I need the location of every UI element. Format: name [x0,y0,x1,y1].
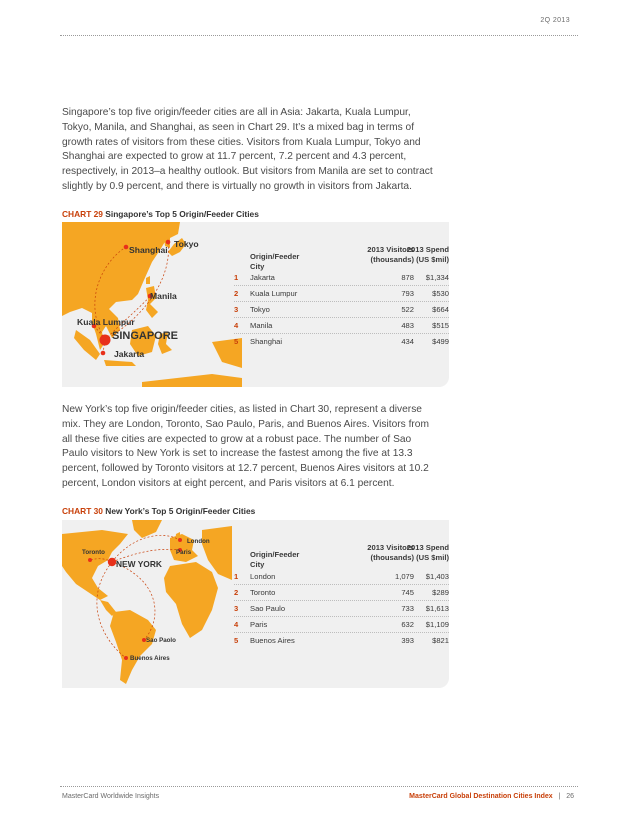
chart30-col-visitors: 2013 Visitors (thousands) [367,543,414,562]
chart30-title-text: New York’s Top 5 Origin/Feeder Cities [105,506,256,516]
city: Buenos Aires [250,636,295,645]
chart29-number: CHART 29 [62,209,103,219]
city: Shanghai [250,337,283,346]
spend: $1,613 [425,604,449,613]
rank: 4 [234,321,239,330]
city: Tokyo [250,305,270,314]
spend: $515 [432,321,449,330]
rank: 1 [234,572,239,581]
city: Jakarta [250,273,275,282]
ny-paragraph: New York’s top five origin/feeder cities, as listed in Chart 30, represent a diverse mix. They are London, Toronto, Sao Paulo, Paris, and Buenos Aires. Visitors from all these five cities are expected to grow at a robust pace. The number of Sao Paulo visitors to New York is set to increase the fastest among the five at 13.3 percent, followed by Toronto visitors at 12.7 percent, Buenos Aires visitors at 10.2 percent, London visitors at eight percent, and Paris visitors at 6.1 percent. [62,404,429,489]
header-period: 2Q 2013 [540,17,570,24]
chart29-title [62,209,259,219]
row-divider [234,333,449,334]
spend: $1,403 [425,572,449,581]
rank: 5 [234,636,239,645]
chart29-label-tokyo: Tokyo [174,239,199,249]
spend: $821 [432,636,449,645]
spend: $1,334 [425,273,449,282]
row-divider [234,632,449,633]
footer-left: MasterCard Worldwide Insights [62,793,160,800]
chart29-label-shanghai: Shanghai [129,245,168,255]
chart30-label-new-york: NEW YORK [116,559,162,569]
table-row [234,636,449,652]
table-row [234,321,449,337]
visitors: 483 [401,321,414,330]
spend: $499 [432,337,449,346]
row-divider [234,616,449,617]
chart29-col-visitors: 2013 Visitors (thousands) [367,245,414,264]
chart29-label-singapore: SINGAPORE [112,330,179,342]
footer-separator: | [558,793,561,800]
visitors: 522 [401,305,414,314]
footer-report-title: MasterCard Global Destination Cities Index [409,793,553,800]
city: Toronto [250,588,276,597]
rank: 2 [234,588,239,597]
table-row [234,572,449,588]
row-divider [234,285,449,286]
row-divider [234,317,449,318]
row-divider [234,600,449,601]
table-row [234,305,449,321]
city: Sao Paulo [250,604,286,613]
visitors: 733 [401,604,414,613]
visitors: 793 [401,289,414,298]
rank: 2 [234,289,239,298]
page-number: 26 [566,793,574,800]
header-divider [60,35,578,36]
visitors: 745 [401,588,414,597]
table-row [234,337,449,353]
chart29-label-manila: Manila [150,291,177,301]
chart29-panel [62,222,449,387]
spend: $289 [432,588,449,597]
table-row [234,588,449,604]
chart30-label-toronto: Toronto [82,549,105,556]
spend: $664 [432,305,449,314]
visitors: 878 [401,273,414,282]
chart30-col-city: Origin/Feeder City [250,550,300,569]
chart29-label-kuala-lumpur: Kuala Lumpur [77,317,135,327]
table-row [234,620,449,636]
rank: 3 [234,604,239,613]
chart29-col-city: Origin/Feeder City [250,252,300,271]
chart30-number: CHART 30 [62,506,103,516]
footer-divider [60,786,578,787]
chart29-label-jakarta: Jakarta [114,349,145,359]
table-row [234,273,449,289]
chart30-panel [62,520,449,688]
chart29-col-spend: 2013 Spend (US $mil) [406,245,449,264]
spend: $530 [432,289,449,298]
rank: 1 [234,273,239,282]
chart30-label-paris: Paris [176,549,192,556]
city: London [250,572,276,581]
visitors: 434 [401,337,414,346]
visitors: 632 [401,620,414,629]
city: Kuala Lumpur [250,289,298,298]
chart30-label-london: London [187,538,210,545]
table-row [234,289,449,305]
chart30-label-buenos-aires: Buenos Aires [130,655,170,662]
table-row [234,604,449,620]
city: Paris [250,620,268,629]
rank: 3 [234,305,239,314]
chart30-col-spend: 2013 Spend (US $mil) [406,543,449,562]
visitors: 393 [401,636,414,645]
chart29-title-text: Singapore’s Top 5 Origin/Feeder Cities [105,209,259,219]
chart30-label-sao-paolo: Sao Paolo [146,637,176,644]
rank: 5 [234,337,239,346]
visitors: 1,079 [394,572,414,581]
city: Manila [250,321,273,330]
intro-paragraph: Singapore’s top five origin/feeder cities are all in Asia: Jakarta, Kuala Lumpur, Tokyo, Manila, and Shanghai, as seen in Chart 29. It’s a mixed bag in terms of growth rates of visitors from these cities. Visitors from Kuala Lumpur, Tokyo and Shanghai are expected to grow at 11.7 percent, 7.2 percent and 4.3 percent, respectively, in 2013–a healthy outlook. But visitors from Manila are set to contract slightly by 0.9 percent, and there is virtually no growth in visitors from Jakarta. [62,107,433,192]
row-divider [234,301,449,302]
spend: $1,109 [425,620,449,629]
chart30-title [62,506,255,516]
row-divider [234,584,449,585]
chart30-map [62,520,232,688]
rank: 4 [234,620,239,629]
footer-right [409,793,574,800]
